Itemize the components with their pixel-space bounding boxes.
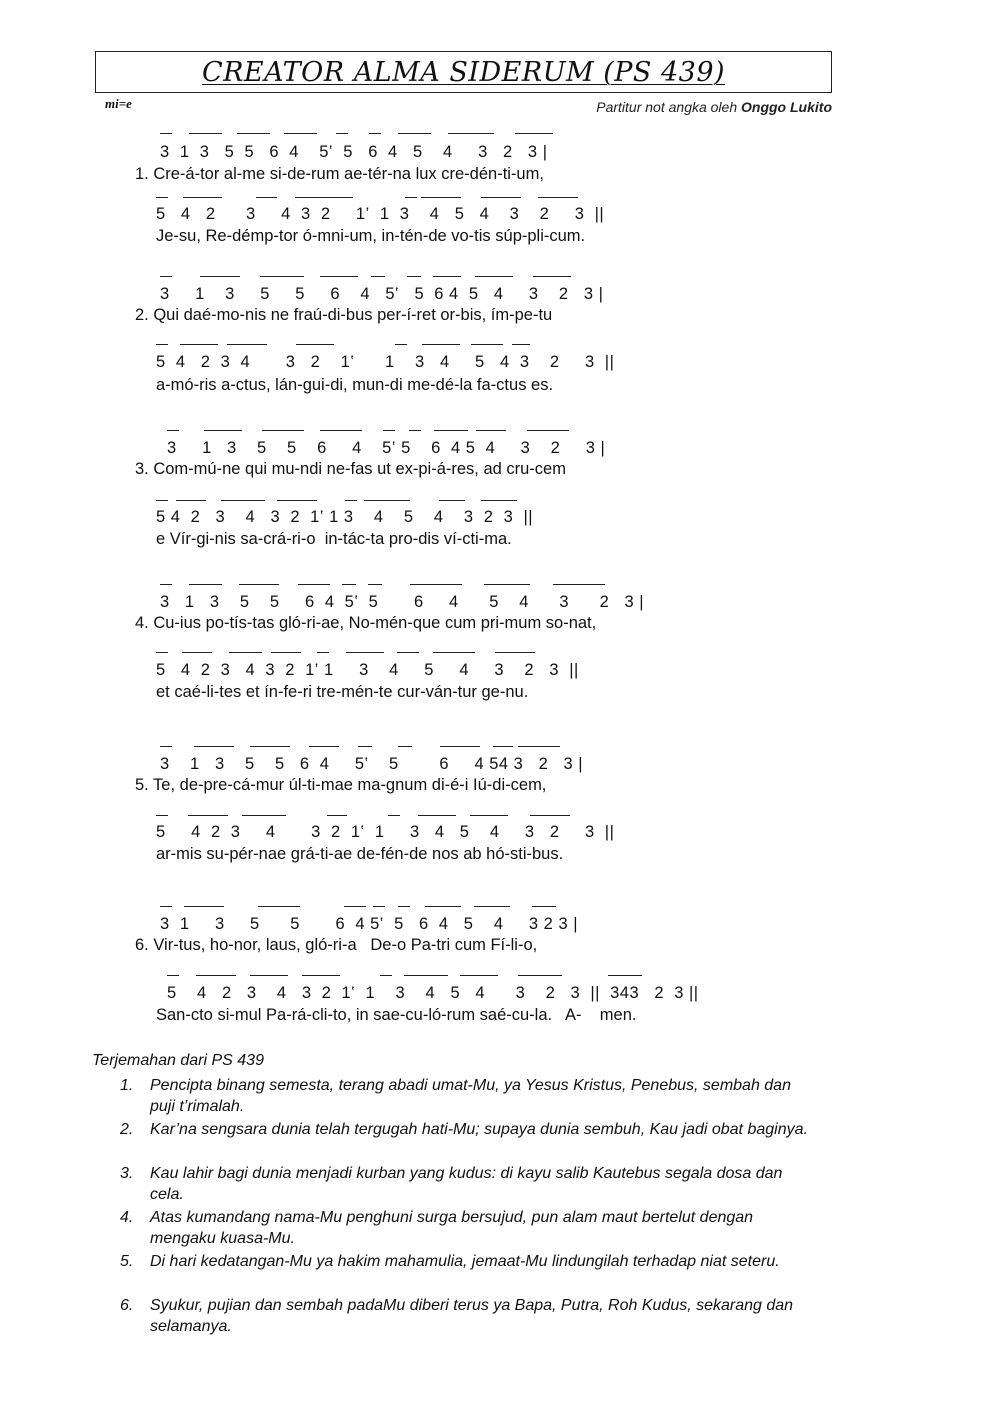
verse-5-lyrics-line-2: ar-mis su-pér-nae grá-ti-ae de-fén-de nos ab hó-sti-bus. (156, 845, 564, 863)
verse-3-notes-line-1: 3 1 3 5 5 6 4 5‛ 5 6 4 5 4 3 2 3 | (167, 439, 606, 457)
verse-3-lyrics-line-2: e Vír-gi-nis sa-crá-ri-o in-tác-ta pro-dis ví-cti-ma. (156, 530, 512, 548)
translation-number: 1. (120, 1077, 134, 1094)
verse-3-notes-line-2: 5 4 2 3 4 3 2 1‛ 1 3 4 5 4 3 2 3 || (156, 508, 534, 526)
translation-text: Di hari kedatangan-Mu ya hakim mahamulia, jemaat-Mu lindungilah terhadap niat seteru. (150, 1253, 780, 1270)
translation-number: 3. (120, 1165, 134, 1182)
verse-5-notes-line-2: 5 4 2 3 4 3 2 1‛ 1 3 4 5 4 3 2 3 || (156, 823, 615, 841)
verse-3-lyrics-line-1: 3. Com-mú-ne qui mu-ndi ne-fas ut ex-pi-á-res, ad cru-cem (135, 460, 566, 478)
verse-2-notes-line-1: 3 1 3 5 5 6 4 5‛ 5 6 4 5 4 3 2 3 | (160, 285, 604, 303)
verse-2-notes-line-2: 5 4 2 3 4 3 2 1‛ 1 3 4 5 4 3 2 3 || (156, 353, 615, 371)
translation-item (120, 1163, 810, 1205)
translation-heading: Terjemahan dari PS 439 (92, 1052, 264, 1069)
verse-6-notes-line-2: 5 4 2 3 4 3 2 1‛ 1 3 4 5 4 3 2 3 || 343 2 3 || (167, 984, 699, 1002)
translation-item (120, 1075, 810, 1117)
verse-5-lyrics-line-1: 5. Te, de-pre-cá-mur úl-ti-mae ma-gnum di-é-i Iú-di-cem, (135, 776, 547, 794)
credit-author: Onggo Lukito (741, 99, 832, 115)
verse-4-notes-line-2: 5 4 2 3 4 3 2 1‛ 1 3 4 5 4 3 2 3 || (156, 661, 579, 679)
translation-item (120, 1295, 810, 1337)
translation-text: Atas kumandang nama-Mu penghuni surga bersujud, pun alam maut bertelut dengan mengaku kuasa-Mu. (150, 1209, 754, 1247)
credit-prefix: Partitur not angka oleh (596, 99, 742, 115)
translation-number: 2. (120, 1121, 134, 1138)
verse-4-lyrics-line-2: et caé-li-tes et ín-fe-ri tre-mén-te cur-ván-tur ge-nu. (156, 683, 529, 701)
translation-item (120, 1119, 810, 1140)
verse-4-notes-line-1: 3 1 3 5 5 6 4 5‛ 5 6 4 5 4 3 2 3 | (160, 593, 645, 611)
translation-number: 6. (120, 1297, 134, 1314)
page-title: CREATOR ALMA SIDERUM (PS 439) (201, 57, 726, 88)
verse-1-notes-line-2: 5 4 2 3 4 3 2 1‛ 1 3 4 5 4 3 2 3 || (156, 205, 605, 223)
verse-2-lyrics-line-2: a-mó-ris a-ctus, lán-gui-di, mun-di me-dé-la fa-ctus es. (156, 376, 554, 394)
credit (596, 99, 832, 115)
translation-text: Kar’na sengsara dunia telah tergugah hati-Mu; supaya dunia sembuh, Kau jadi obat baginya. (150, 1121, 808, 1138)
translation-text: Pencipta binang semesta, terang abadi umat-Mu, ya Yesus Kristus, Penebus, sembah dan puji t’rimalah. (150, 1077, 791, 1115)
key-signature: mi=e (105, 96, 132, 111)
verse-6-lyrics-line-2: San-cto si-mul Pa-rá-cli-to, in sae-cu-ló-rum saé-cu-la. A- men. (156, 1006, 637, 1024)
verse-2-lyrics-line-1: 2. Qui daé-mo-nis ne fraú-di-bus per-í-ret or-bis, ím-pe-tu (135, 306, 553, 324)
translation-text: Syukur, pujian dan sembah padaMu diberi terus ya Bapa, Putra, Roh Kudus, sekarang dan selamanya. (150, 1297, 794, 1335)
verse-1-notes-line-1: 3 1 3 5 5 6 4 5‛ 5 6 4 5 4 3 2 3 | (160, 143, 548, 161)
verse-6-notes-line-1: 3 1 3 5 5 6 4 5‛ 5 6 4 5 4 3 2 3 | (160, 915, 578, 933)
translation-number: 4. (120, 1209, 134, 1226)
verse-4-lyrics-line-1: 4. Cu-ius po-tís-tas gló-ri-ae, No-mén-que cum pri-mum so-nat, (135, 614, 597, 632)
verse-6-lyrics-line-1: 6. Vir-tus, ho-nor, laus, gló-ri-a De-o Pa-tri cum Fí-li-o, (135, 936, 538, 954)
title-box (95, 51, 832, 93)
verse-1-lyrics-line-2: Je-su, Re-démp-tor ó-mni-um, in-tén-de vo-tis súp-pli-cum. (156, 227, 586, 245)
translation-item (120, 1251, 810, 1272)
translation-text: Kau lahir bagi dunia menjadi kurban yang kudus: di kayu salib Kautebus segala dosa dan cela. (150, 1165, 783, 1203)
verse-1-lyrics-line-1: 1. Cre-á-tor al-me si-de-rum ae-tér-na lux cre-dén-ti-um, (135, 165, 544, 183)
translation-number: 5. (120, 1253, 134, 1270)
translation-item (120, 1207, 810, 1249)
verse-5-notes-line-1: 3 1 3 5 5 6 4 5‛ 5 6 4 54 3 2 3 | (160, 755, 584, 773)
